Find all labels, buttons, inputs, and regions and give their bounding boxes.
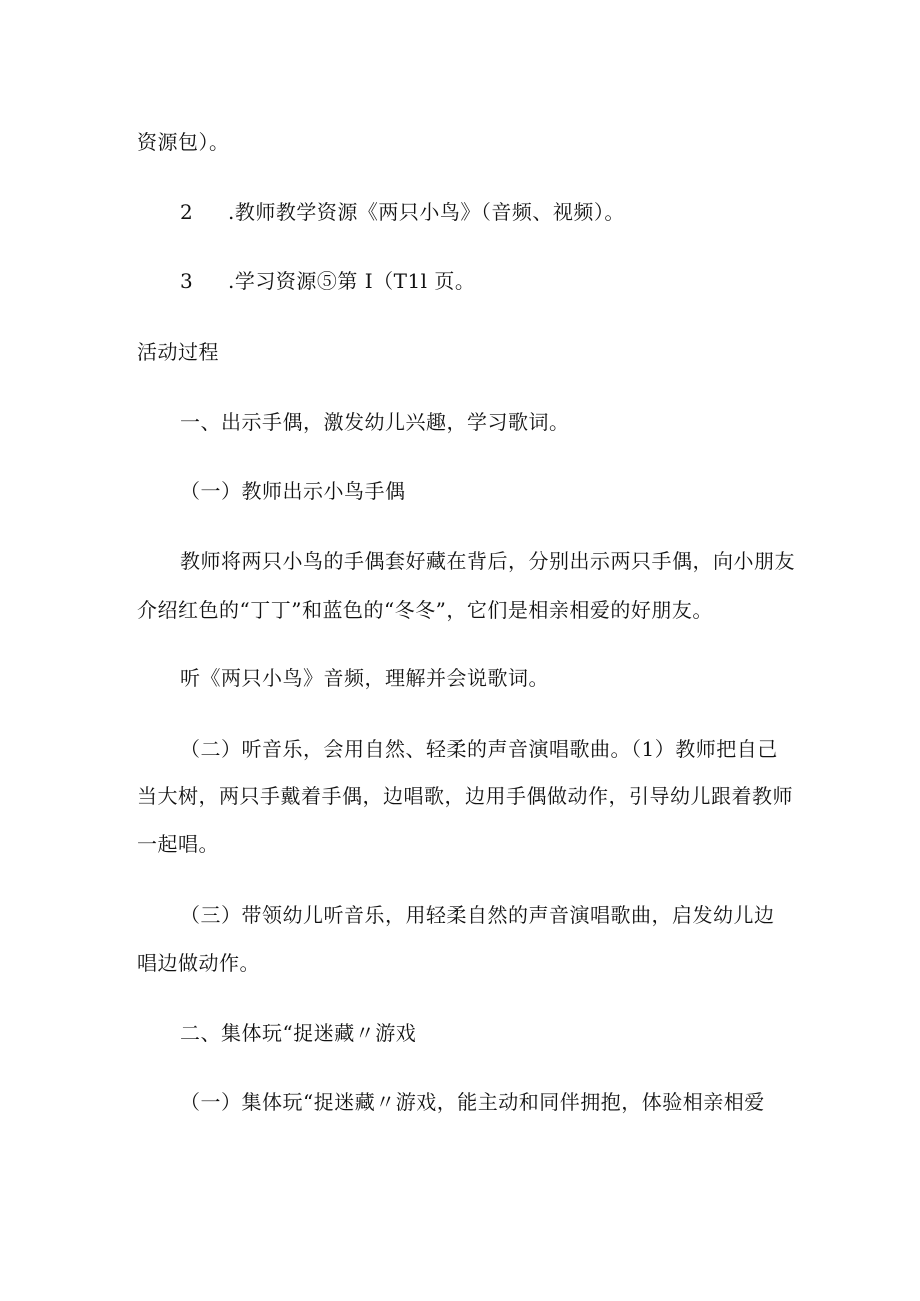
text-line-15: 二、集体玩“捉迷藏〃游戏 (180, 1021, 417, 1045)
text-line-11: 当大树，两只手戴着手偶，边唱歌，边用手偶做动作，引导幼儿跟着教师 (137, 784, 793, 808)
list-number-2: 2 (180, 200, 193, 224)
text-line-6: （一）教师出示小鸟手偶 (180, 479, 406, 503)
list-number-3: 3 (180, 269, 193, 293)
text-line-7: 教师将两只小鸟的手偶套好藏在背后，分别出示两只手偶，向小朋友 (180, 549, 795, 573)
section-heading-activity: 活动过程 (137, 340, 219, 364)
text-line-2: .教师教学资源《两只小鸟》（音频、视频）。 (228, 200, 625, 224)
text-line-8: 介绍红色的“丁丁”和蓝色的“冬冬”，它们是相亲相爱的好朋友。 (137, 598, 713, 622)
text-line-3: .学习资源⑤第 I（T1l 页。 (228, 269, 476, 293)
text-line-14: 唱边做动作。 (137, 951, 260, 975)
text-line-13: （三）带领幼儿听音乐，用轻柔自然的声音演唱歌曲，启发幼儿边 (180, 903, 775, 927)
text-line-12: 一起唱。 (137, 832, 219, 856)
text-line-9: 听《两只小鸟》音频，理解并会说歌词。 (180, 666, 549, 690)
text-line-1: 资源包）。 (137, 130, 230, 154)
text-line-16: （一）集体玩“捉迷藏〃游戏，能主动和同伴拥抱，体验相亲相爱 (180, 1090, 765, 1114)
text-line-10: （二）听音乐，会用自然、轻柔的声音演唱歌曲。（1）教师把自己 (180, 737, 778, 761)
text-line-5: 一、出示手偶，激发幼儿兴趣，学习歌词。 (180, 410, 570, 434)
